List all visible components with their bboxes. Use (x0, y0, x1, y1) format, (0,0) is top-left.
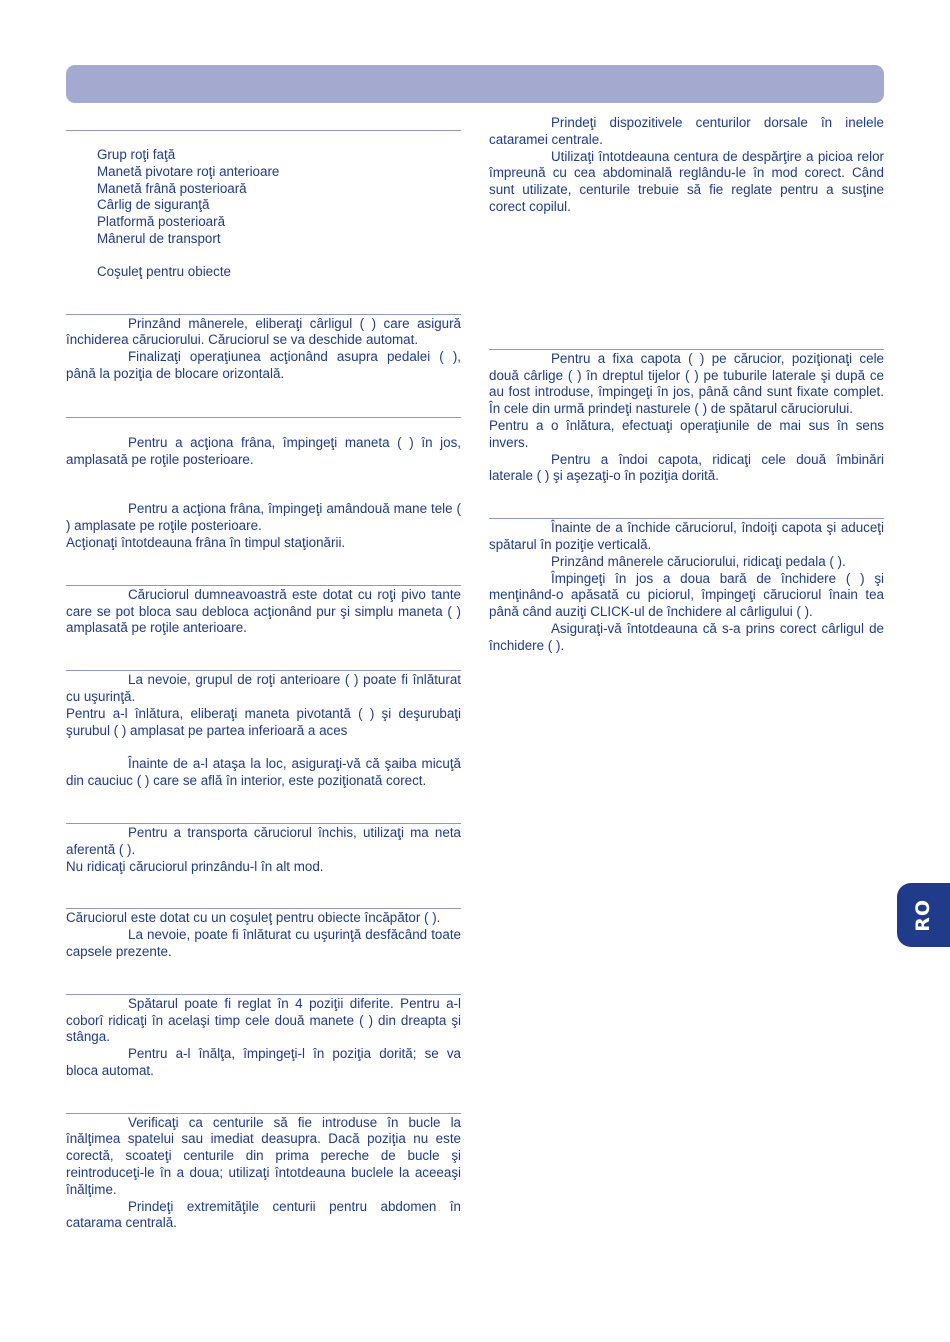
paragraph-hood-3: Pentru a îndoi capota, ridicaţi cele două îmbinări laterale ( ) şi aşezaţi-o în poziţia dorită. (489, 451, 884, 484)
section-divider (66, 994, 461, 995)
section-divider (66, 823, 461, 824)
paragraph-closing-2: Prinzând mânerele căruciorului, ridicaţi pedala ( ). (551, 553, 846, 569)
paragraph-belts-1: Verificaţi ca centurile să fie introduse în bucle la înălţimea spatelui sau imediat deasupra. Dacă poziţia nu este corectă, scoateţi centurile din prima pereche de bucle şi reintroduceţi-le în a doua; utilizaţi întotdeauna buclele la aceeaşi înălţime. (66, 1114, 461, 1197)
paragraph-brake-3: Acţionaţi întotdeauna frâna în timpul staţionării. (66, 534, 346, 550)
language-tab (897, 883, 950, 947)
list-item: Platformă posterioară (97, 214, 226, 230)
paragraph-belts-4: Utilizaţi întotdeauna centura de despărţire a picioa relor împreună cu cea abdominală reglându-le în mod corect. Când sunt utilizate, centurile trebuie să fie reglate pentru a susţine corect copilul. (489, 148, 884, 214)
paragraph-basket-2: La nevoie, poate fi înlăturat cu uşurinţă desfăcând toate capsele prezente. (66, 927, 461, 959)
section-divider (66, 908, 461, 909)
paragraph-hood-1: Pentru a fixa capota ( ) pe cărucior, poziţionaţi cele două cârlige ( ) în dreptul tijelor ( ) pe tuburile laterale şi după ce au fost introduse, împingeţi în jos, până când sunt fixate complet. În cele din urmă prindeţi nasturele ( ) de spătarul căruciorului. (489, 350, 884, 417)
section-divider (66, 1113, 461, 1114)
paragraph-basket-1: Căruciorul este dotat cu un coşuleţ pentru obiecte încăpător ( ). (66, 910, 441, 926)
paragraph-backrest-1: Spătarul poate fi reglat în 4 poziţii diferite. Pentru a-l coborî ridicaţi în acelaşi timp cele două manete ( ) din dreapta şi stânga. (66, 995, 461, 1045)
list-item: Coşuleţ pentru obiecte (97, 263, 231, 279)
paragraph-closing-3: Împingeţi în jos a doua bară de închidere ( ) şi menţinând-o apăsată cu piciorul, împingeţi căruciorul înain tea până când auziţi CLICK-ul de închidere al cârligului ( ). (489, 570, 884, 620)
section-divider (489, 518, 884, 519)
paragraph-transport-1: Pentru a transporta căruciorul închis, utilizaţi ma neta aferentă ( ). (66, 824, 461, 857)
section-divider (66, 314, 461, 315)
paragraph-opening-1: Prinzând mânerele, eliberaţi cârligul ( ) care asigură închiderea căruciorului. Căruciorul se va deschide automat. (66, 315, 461, 348)
section-divider (66, 417, 461, 418)
paragraph-front-wheels-2: Pentru a-l înlătura, eliberaţi maneta pivotantă ( ) şi deşurubaţi şurubul ( ) amplasat pe partea inferioară a aces (66, 705, 461, 738)
paragraph-backrest-2: Pentru a-l înălţa, împingeţi-l în poziţia dorită; se va bloca automat. (66, 1046, 461, 1078)
list-item: Cârlig de siguranţă (97, 197, 210, 213)
list-item: Mânerul de transport (97, 230, 221, 246)
paragraph-belts-3: Prindeţi dispozitivele centurilor dorsale în inelele cataramei centrale. (489, 115, 884, 147)
paragraph-transport-2: Nu ridicaţi căruciorul prinzându-l în alt mod. (66, 858, 324, 874)
paragraph-belts-2: Prindeţi extremităţile centurii pentru abdomen în catarama centrală. (66, 1198, 461, 1231)
section-divider (66, 130, 461, 131)
header-bar (66, 65, 884, 103)
paragraph-closing-4: Asiguraţi-vă întotdeauna că s-a prins corect cârligul de închidere ( ). (489, 620, 884, 653)
paragraph-closing-1: Înainte de a închide căruciorul, îndoiţi capota şi aduceţi spătarul în poziţie verticală. (489, 520, 884, 552)
paragraph-front-wheels-3: Înainte de a-l ataşa la loc, asiguraţi-vă că şaiba micuţă din cauciuc ( ) care se află în interior, este poziţionată corect. (66, 756, 461, 789)
parts-list (66, 147, 461, 281)
section-divider (489, 349, 884, 350)
paragraph-front-wheels-1: La nevoie, grupul de roţi anterioare ( ) poate fi înlăturat cu uşurinţă. (66, 672, 461, 704)
list-item: Manetă frână posterioară (97, 180, 247, 196)
list-item: Manetă pivotare roţi anterioare (97, 163, 280, 179)
paragraph-hood-2: Pentru a o înlătura, efectuaţi operaţiunile de mai sus în sens invers. (489, 417, 884, 450)
left-column (66, 115, 461, 1232)
list-item: Grup roţi faţă (97, 147, 176, 162)
section-divider (66, 670, 461, 671)
paragraph-opening-2: Finalizaţi operaţiunea acţionând asupra pedalei ( ), până la poziţia de blocare orizontală. (66, 349, 461, 381)
right-column (489, 115, 884, 655)
paragraph-brake-1: Pentru a acţiona frâna, împingeţi maneta ( ) în jos, amplasată pe roţile posterioare. (66, 434, 461, 467)
paragraph-swivel: Căruciorul dumneavoastră este dotat cu roţi pivo tante care se pot bloca sau debloca acţionând pur şi simplu maneta ( ) amplasată pe roţile anterioare. (66, 586, 461, 636)
paragraph-brake-2: Pentru a acţiona frâna, împingeţi amândouă mane tele ( ) amplasate pe roţile posterioare. (66, 501, 461, 534)
language-tab-label: RO (912, 898, 935, 932)
section-divider (66, 585, 461, 586)
